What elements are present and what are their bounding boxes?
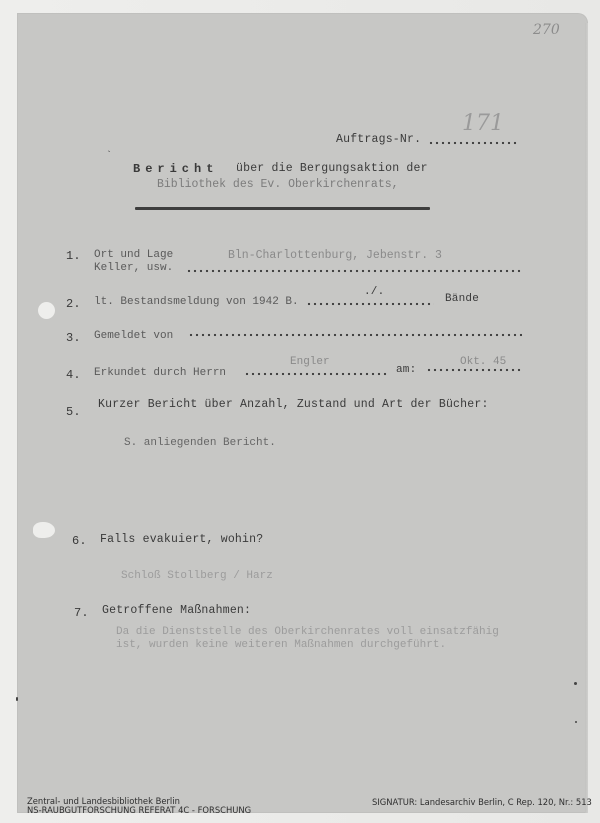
report-title-word: Bericht (133, 162, 219, 176)
item-1-label-line2: Keller, usw. (94, 262, 174, 274)
item-7-label: Getroffene Maßnahmen: (102, 604, 252, 617)
order-number-label: Auftrags-Nr. (336, 133, 422, 146)
item-7-number: 7. (74, 606, 89, 620)
item-6-number: 6. (72, 534, 87, 548)
archive-page-number: 270 (533, 22, 560, 38)
item-5-value: S. anliegenden Bericht. (124, 437, 276, 449)
item-4-date-label: am: (396, 364, 417, 376)
ink-speck (16, 697, 18, 701)
item-2-suffix: Bände (445, 293, 480, 305)
item-3-field (188, 333, 522, 337)
item-4-number: 4. (66, 368, 81, 382)
footer-department: NS-RAUBGUTFORSCHUNG REFERAT 4C - FORSCHUNG (27, 805, 252, 815)
item-4-date-value: Okt. 45 (460, 356, 507, 368)
title-underline (135, 207, 430, 210)
footer-institution: Zentral- und Landesbibliothek Berlin (27, 796, 180, 806)
paper-damage-spot (33, 522, 55, 538)
item-1-label-line1: Ort und Lage (94, 249, 174, 261)
order-number-handwritten: 171 (462, 111, 504, 136)
item-2-field (306, 302, 434, 306)
item-4-value: Engler (290, 356, 330, 368)
item-3-label: Gemeldet von (94, 330, 174, 342)
item-2-number: 2. (66, 297, 81, 311)
ink-speck (575, 721, 577, 723)
ink-speck (574, 682, 577, 685)
item-4-field (244, 372, 388, 376)
item-5-label: Kurzer Bericht über Anzahl, Zustand und Art der Bücher: (98, 398, 489, 411)
punch-hole (38, 302, 55, 319)
item-7-value-line1: Da die Dienststelle des Oberkirchenrates voll einsatzfähig (116, 626, 499, 638)
page-edge (585, 23, 588, 813)
item-7-value-line2: ist, wurden keine weiteren Maßnahmen durchgeführt. (116, 639, 447, 651)
tick-mark: ` (106, 151, 113, 162)
item-4-date-field (426, 368, 522, 372)
item-3-number: 3. (66, 331, 81, 345)
footer-signature: SIGNATUR: Landesarchiv Berlin, C Rep. 120, Nr.: 513 (372, 797, 592, 807)
order-number-field (428, 141, 518, 145)
item-1-value: Bln-Charlottenburg, Jebenstr. 3 (228, 249, 442, 262)
item-5-number: 5. (66, 405, 81, 419)
item-1-field (186, 269, 522, 273)
item-2-value: ./. (364, 286, 385, 298)
report-title-line2: Bibliothek des Ev. Oberkirchenrats, (157, 178, 399, 191)
report-title-line1: über die Bergungsaktion der (236, 162, 428, 175)
item-4-label: Erkundet durch Herrn (94, 367, 227, 379)
item-6-label: Falls evakuiert, wohin? (100, 533, 264, 546)
item-1-number: 1. (66, 249, 81, 263)
item-2-label: lt. Bestandsmeldung von 1942 B. (94, 296, 299, 308)
item-6-value: Schloß Stollberg / Harz (121, 570, 273, 582)
